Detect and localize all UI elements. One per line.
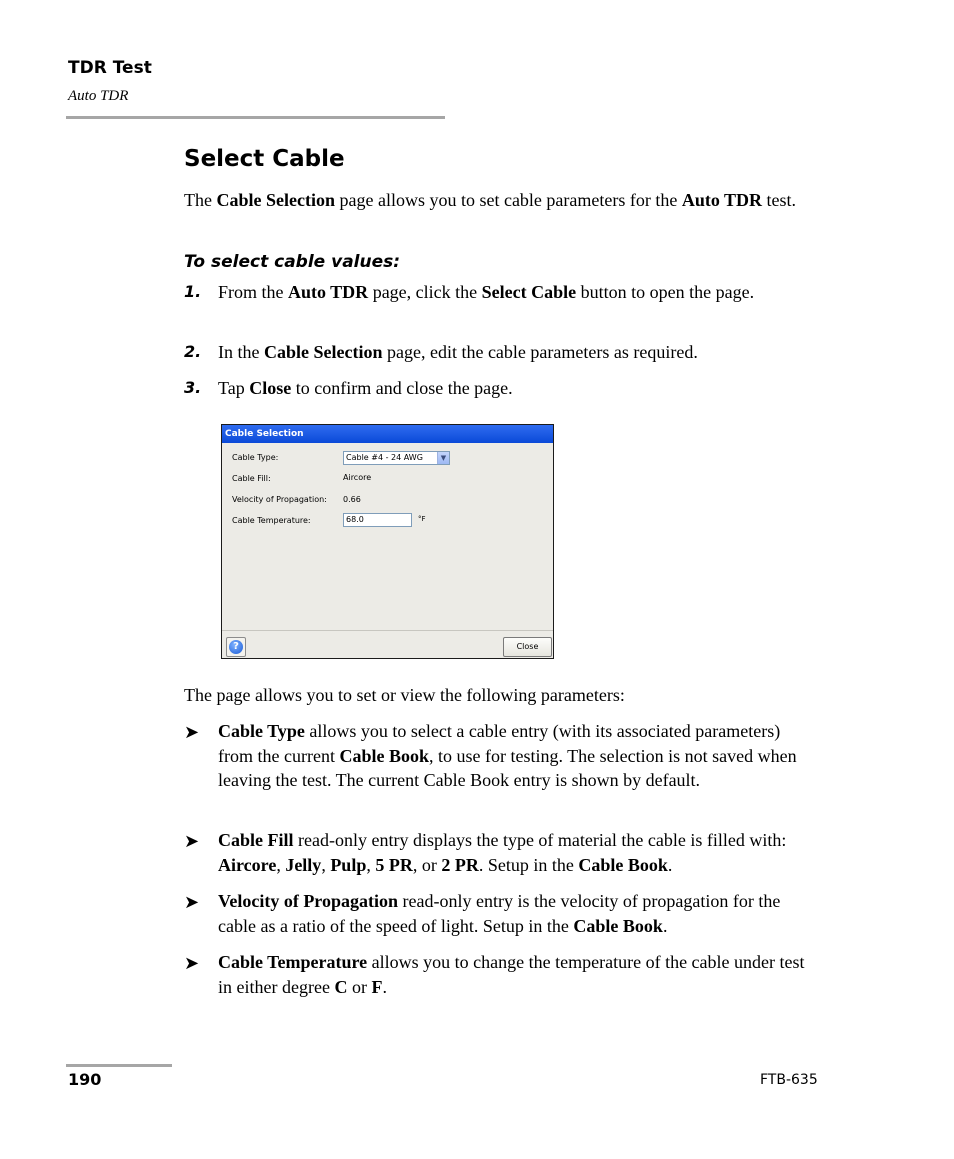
footer-rule bbox=[66, 1064, 172, 1067]
step-1 bbox=[184, 280, 824, 330]
header-rule bbox=[66, 116, 445, 119]
step-bold: Close bbox=[249, 378, 292, 398]
bullet-text bbox=[218, 950, 818, 999]
cable-fill-label: Cable Fill: bbox=[232, 474, 271, 483]
vop-value: 0.66 bbox=[343, 495, 361, 504]
cable-temperature-input[interactable]: 68.0 bbox=[343, 513, 412, 527]
bullet-bold: C bbox=[334, 976, 348, 997]
bullet-text-part: , or bbox=[412, 854, 442, 875]
bullet-bold: Aircore bbox=[218, 854, 277, 875]
chapter-title: TDR Test bbox=[68, 58, 152, 78]
step-number: 2. bbox=[184, 342, 202, 361]
cable-type-label: Cable Type: bbox=[232, 453, 279, 462]
chevron-down-icon[interactable]: ▼ bbox=[437, 452, 449, 464]
bullet-text-part: read-only entry displays the type of material the cable is filled with: bbox=[293, 830, 787, 850]
bullet-bold: Cable Book bbox=[339, 745, 429, 766]
bullet-text-part: allows you to select a cable entry (with its associated parameters) from the current bbox=[218, 721, 781, 766]
cable-temperature-label: Cable Temperature: bbox=[232, 516, 311, 525]
bullet-velocity-of-propagation bbox=[184, 889, 824, 939]
step-text bbox=[218, 280, 818, 305]
bullet-bold: Cable Book bbox=[578, 854, 668, 875]
bullet-arrow-icon: ➤ bbox=[184, 892, 200, 912]
bullet-text-part: or bbox=[347, 976, 372, 997]
intro-bold: Cable Selection bbox=[216, 190, 335, 210]
step-3 bbox=[184, 376, 824, 401]
step-number: 1. bbox=[184, 282, 202, 301]
step-text-part: page, click the bbox=[368, 282, 482, 302]
bullet-text-part: , bbox=[366, 854, 376, 875]
bullet-text bbox=[218, 828, 818, 877]
step-text-part: In the bbox=[218, 342, 264, 362]
help-icon: ? bbox=[229, 640, 243, 654]
bullet-text-part: read-only entry is the velocity of propagation for the cable as a ratio of the speed of light. Setup in the bbox=[218, 891, 781, 936]
bullet-arrow-icon: ➤ bbox=[184, 831, 200, 851]
bullet-arrow-icon: ➤ bbox=[184, 722, 200, 742]
step-2 bbox=[184, 340, 824, 365]
page-number: 190 bbox=[68, 1070, 102, 1089]
intro-text: test. bbox=[762, 190, 797, 210]
procedure-title: To select cable values: bbox=[184, 252, 401, 272]
bullet-text-part: , bbox=[321, 854, 331, 875]
bullet-bold: Jelly bbox=[285, 854, 322, 875]
bullet-cable-type bbox=[184, 719, 824, 819]
intro-text: The bbox=[184, 190, 217, 210]
bullet-text-part: . Setup in the bbox=[478, 854, 579, 875]
bullet-bold: F bbox=[371, 976, 383, 997]
step-bold: Select Cable bbox=[481, 282, 577, 302]
cable-type-select[interactable] bbox=[343, 451, 450, 465]
bullet-bold: Velocity of Propagation bbox=[218, 891, 398, 911]
bullet-bold: Pulp bbox=[330, 854, 367, 875]
bullet-text-part: . bbox=[382, 976, 387, 997]
bullet-arrow-icon: ➤ bbox=[184, 953, 200, 973]
cable-type-value: Cable #4 - 24 AWG bbox=[346, 453, 423, 462]
bullet-text-part: . bbox=[662, 915, 668, 936]
bullet-bold: Cable Fill bbox=[218, 830, 294, 850]
dialog-title-bar: Cable Selection bbox=[222, 425, 553, 443]
bullet-text bbox=[218, 719, 818, 793]
bullet-cable-temperature bbox=[184, 950, 824, 1000]
step-number: 3. bbox=[184, 378, 202, 397]
bullet-text-part: . bbox=[667, 854, 673, 875]
bullet-bold: 2 PR bbox=[441, 854, 479, 875]
step-bold: Cable Selection bbox=[263, 342, 383, 362]
params-intro: The page allows you to set or view the following parameters: bbox=[184, 685, 625, 705]
intro-bold: Auto TDR bbox=[681, 190, 763, 210]
bullet-bold: 5 PR bbox=[375, 854, 413, 875]
step-text bbox=[218, 340, 818, 365]
bullet-text-part: , to use for testing. The selection is not saved when leaving the test. The current Cable Book entry is shown by default. bbox=[218, 745, 797, 790]
step-text-part: page, edit the cable parameters as required. bbox=[382, 342, 698, 362]
bullet-cable-fill bbox=[184, 828, 824, 878]
intro-paragraph bbox=[184, 188, 824, 213]
bullet-bold: Cable Type bbox=[218, 721, 305, 741]
cable-selection-dialog bbox=[221, 424, 554, 659]
step-text-part: From the bbox=[218, 282, 288, 302]
bullet-bold: Cable Book bbox=[573, 915, 663, 936]
product-model: FTB-635 bbox=[760, 1072, 818, 1088]
step-text-part: to confirm and close the page. bbox=[291, 378, 513, 398]
temperature-unit: °F bbox=[418, 515, 426, 523]
step-text-part: button to open the page. bbox=[576, 282, 755, 302]
step-text-part: Tap bbox=[218, 378, 250, 398]
cable-fill-value: Aircore bbox=[343, 473, 372, 482]
page-heading: Select Cable bbox=[184, 146, 345, 172]
help-button[interactable] bbox=[226, 637, 246, 657]
vop-label: Velocity of Propagation: bbox=[232, 495, 327, 504]
intro-text: page allows you to set cable parameters for the bbox=[334, 190, 682, 210]
bullet-text-part: , bbox=[276, 854, 286, 875]
bullet-text-part: allows you to change the temperature of the cable under test in either degree bbox=[218, 952, 805, 997]
section-subtitle: Auto TDR bbox=[68, 88, 129, 104]
close-button[interactable]: Close bbox=[503, 637, 552, 657]
bullet-bold: Cable Temperature bbox=[218, 952, 368, 972]
bullet-text bbox=[218, 889, 818, 938]
dialog-footer-divider bbox=[222, 630, 553, 631]
step-text bbox=[218, 376, 818, 401]
step-bold: Auto TDR bbox=[288, 282, 369, 302]
